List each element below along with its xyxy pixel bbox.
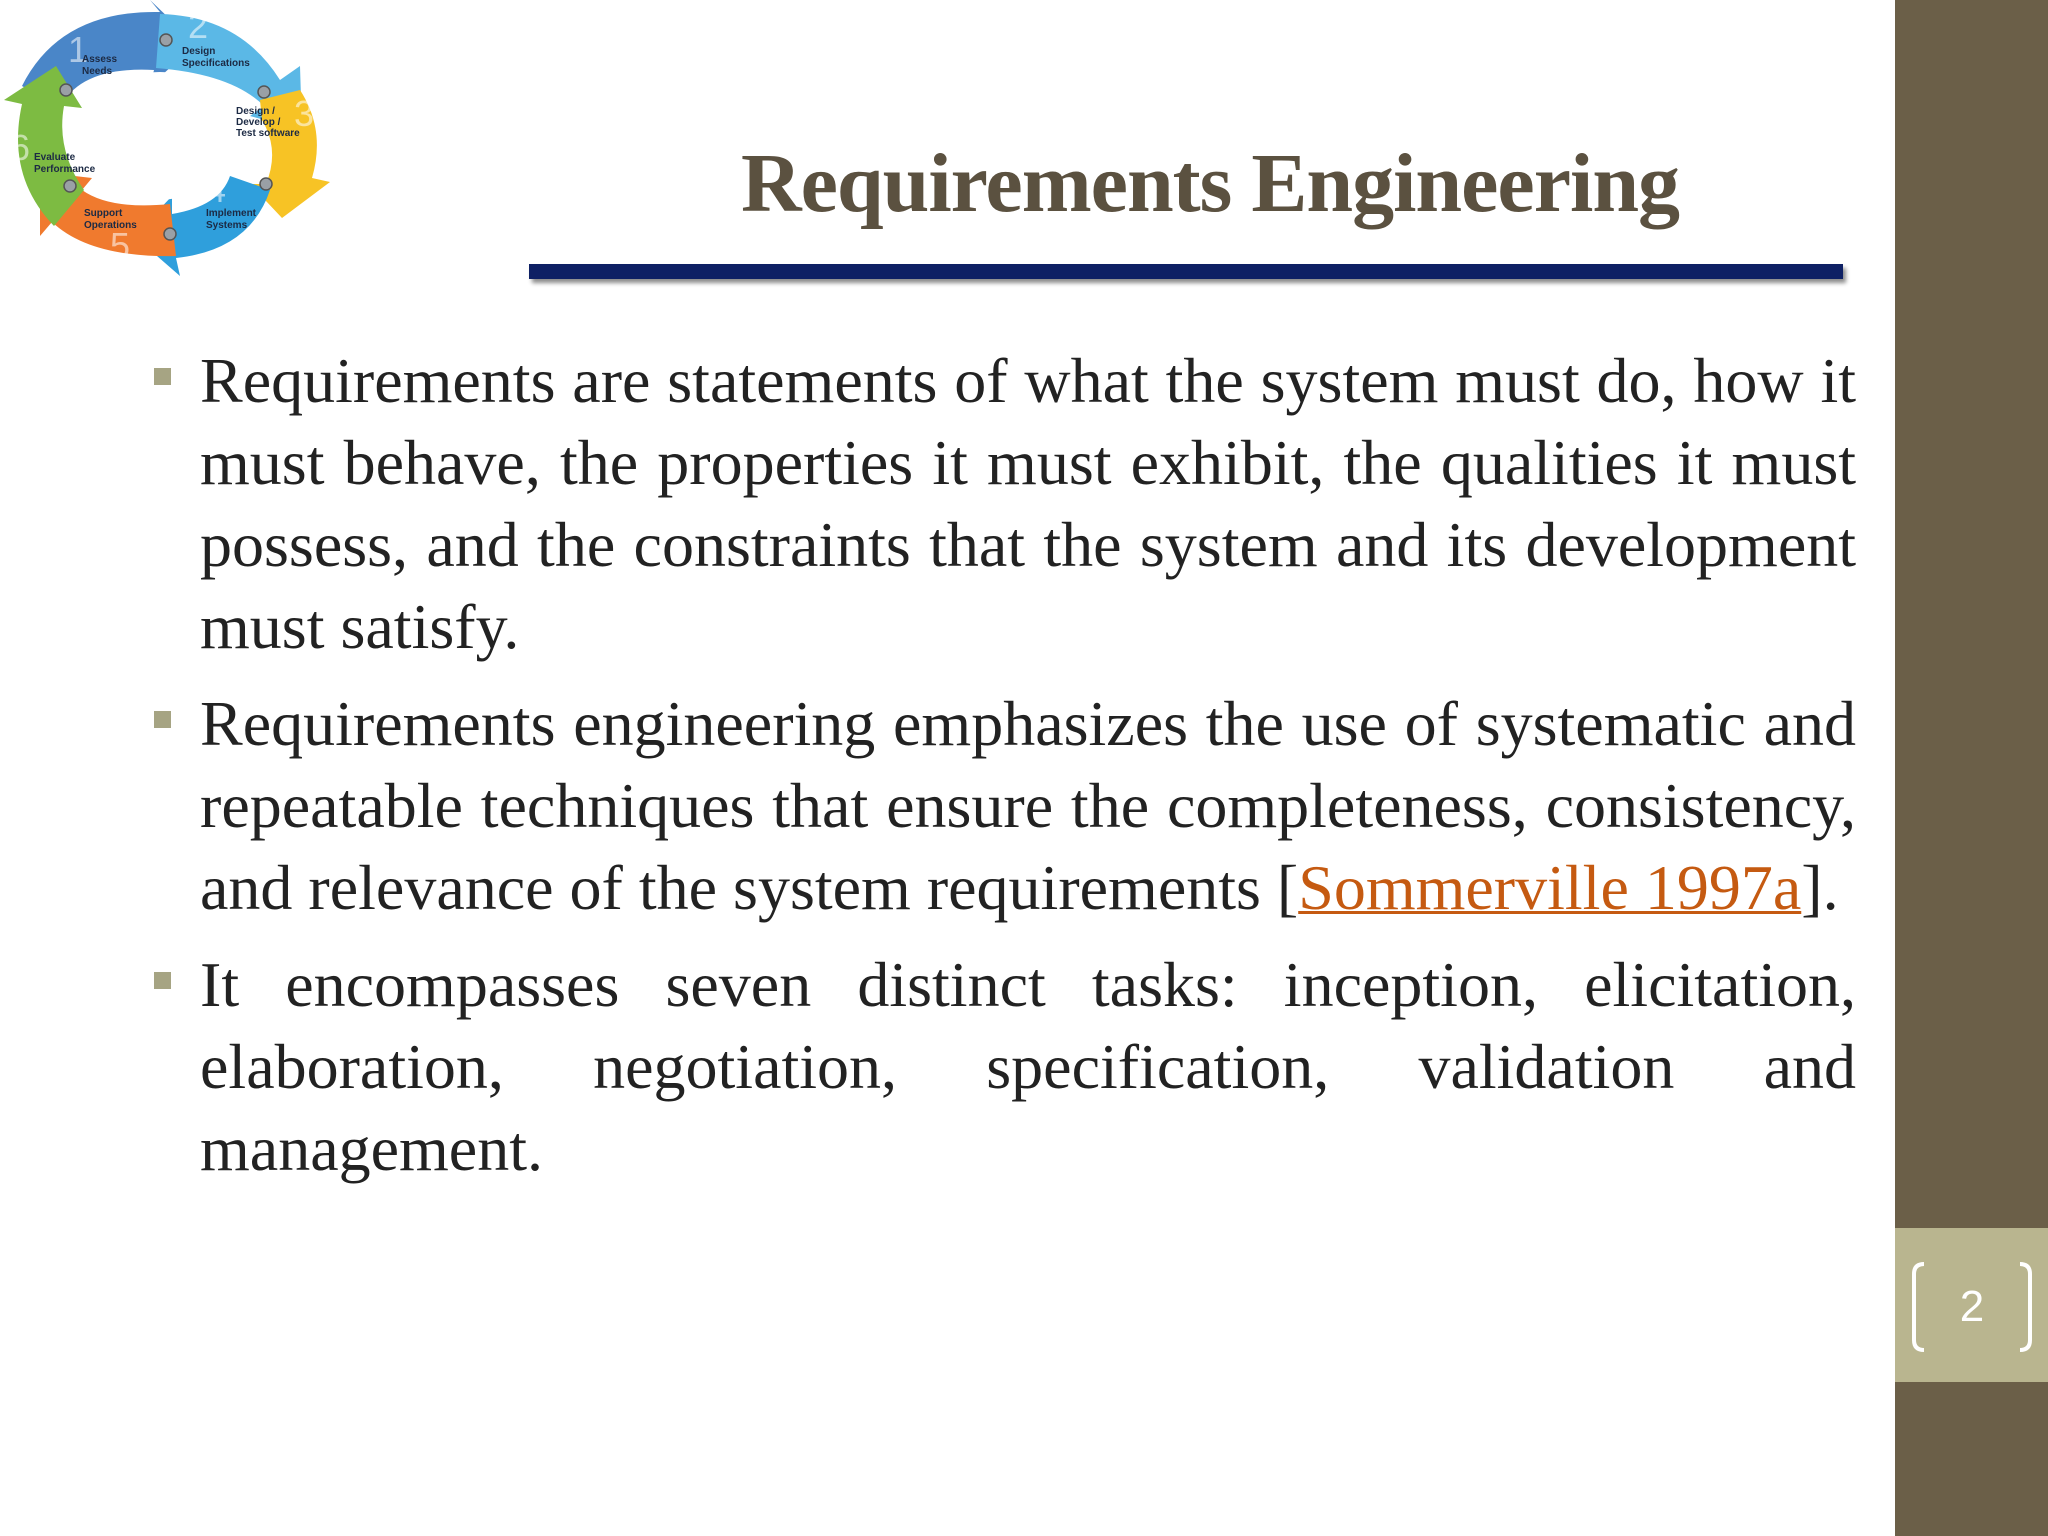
- logo-step-2-number: 2: [188, 5, 209, 46]
- square-bullet-icon: [154, 972, 171, 989]
- logo-step-2-label-2: Specifications: [182, 58, 250, 69]
- logo-step-3-label-3: Test software: [236, 128, 300, 139]
- list-item: [152, 944, 1856, 1190]
- logo-step-1-number: 1: [68, 29, 89, 70]
- logo-step-1-label-2: Needs: [82, 66, 113, 77]
- logo-step-3-label: Design /: [236, 106, 275, 117]
- logo-step-5-label-2: Operations: [84, 220, 137, 231]
- slide-title: Requirements Engineering: [740, 137, 1680, 230]
- bullet-text-after-link: ].: [1801, 852, 1839, 923]
- logo-step-3-label-2: Develop /: [236, 117, 281, 128]
- logo-step-5-number: 5: [110, 225, 131, 266]
- logo-step-1-label: Assess: [82, 54, 118, 65]
- list-item: [152, 683, 1856, 929]
- logo-step-6-label: Evaluate: [34, 152, 76, 163]
- list-item: [152, 340, 1856, 668]
- page-number: [1910, 1262, 2034, 1352]
- bullet-text-before-link: Requirements engineering emphasizes the use of systematic and repeatable techniques that ensure the completeness, consistency, and relevance of the system requirements [: [200, 688, 1856, 923]
- logo-step-3-number: 3: [294, 93, 315, 134]
- title-underline-rule: [529, 264, 1843, 279]
- bullet-list: [152, 340, 1856, 1205]
- square-bullet-icon: [154, 368, 171, 385]
- logo-step-4-label: Implement: [206, 208, 257, 219]
- square-bullet-icon: [154, 711, 171, 728]
- logo-step-4-number: 4: [206, 169, 227, 210]
- logo-step-6-number: 6: [10, 127, 31, 168]
- logo-step-2-label: Design: [182, 46, 216, 57]
- logo-step-4-label-2: Systems: [206, 220, 248, 231]
- logo-step-5-label: Support: [84, 208, 123, 219]
- bullet-text: [200, 683, 1856, 929]
- page-number-label: 2: [1959, 1282, 1985, 1331]
- bullet-text: It encompasses seven distinct tasks: inception, elicitation, elaboration, negotiation, specification, validation and management.: [200, 949, 1856, 1184]
- bracket-icon: [1910, 1262, 2034, 1352]
- bullet-text: Requirements are statements of what the system must do, how it must behave, the properties it must exhibit, the qualities it must possess, and the constraints that the system and its development must satisfy.: [200, 345, 1856, 662]
- lifecycle-logo: [0, 0, 336, 276]
- logo-step-6-label-2: Performance: [34, 164, 96, 175]
- reference-link[interactable]: Sommerville 1997a: [1298, 852, 1802, 923]
